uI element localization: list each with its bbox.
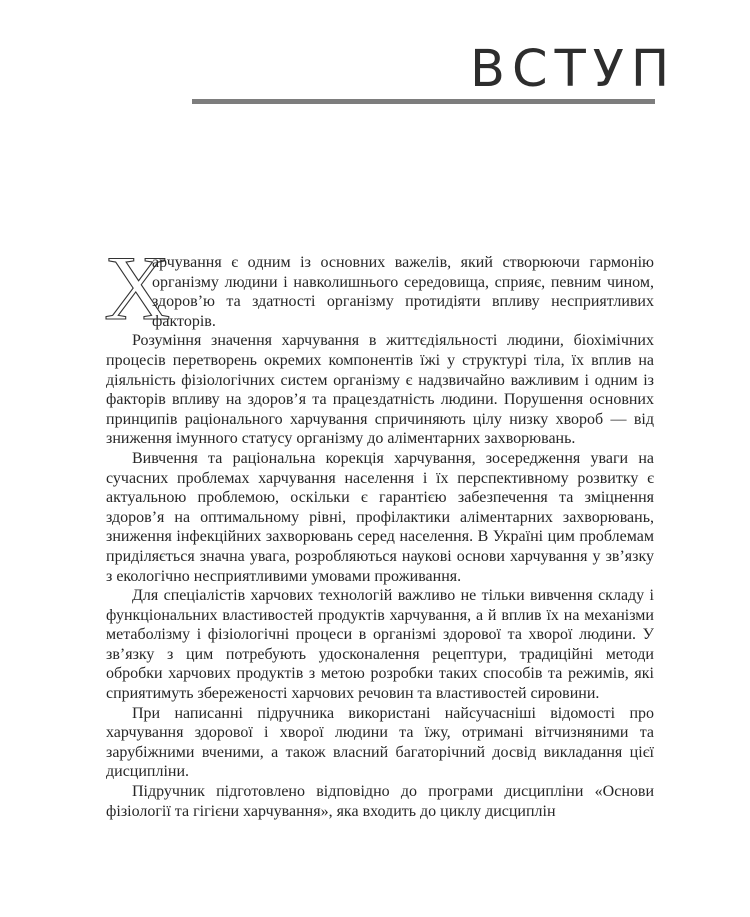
drop-cap: Х <box>104 237 171 339</box>
paragraph-5: При написанні підручника використані найсучасніші відомості про харчування здорової і хворої людини та їжу, отримані вітчизняними та зарубіжними вченими, а також власний багаторічний досвід викладання цієї дисципліни. <box>106 704 654 781</box>
title-rule <box>192 99 655 104</box>
body-text <box>104 237 654 913</box>
paragraph-1 <box>104 237 654 339</box>
page-title: ВСТУП <box>470 40 677 99</box>
paragraph-4: Для спеціалістів харчових технологій важливо не тільки вивчення складу і функціональних властивостей продуктів харчування, а й вплив їх на механізми метаболізму і фізіологічні процеси в організмі здорової та хворої людини. У зв’язку з цим потребують удосконалення рецептури, традиційні методи обробки харчових продуктів з метою розробки таких способів та режимів, які сприятимуть збереженості харчових речовин та властивостей сировини. <box>106 587 654 703</box>
paragraph-3: Вивчення та раціональна корекція харчування, зосередження уваги на сучасних проблемах харчування населення і їх перспективному розвитку є актуальною проблемою, оскільки є гарантією забезпечення та зміцнення здоров’я на оптимальному рівні, профілактики аліментарних захворювань, зниження інфекційних захворювань серед населення. В Україні цим проблемам приділяється значна увага, розробляються наукові основи харчування у зв’язку з екологічно несприятливими умовами проживання. <box>106 449 654 585</box>
paragraph-2: Розуміння значення харчування в життєдіяльності людини, біохімічних процесів перетворень окремих компонентів їжі у структурі тіла, їх вплив на діяльність фізіологічних систем організму є надзвичайно важливим і одним із факторів впливу на здоров’я та працездатність людини. Порушення основних принципів раціонального харчування спричиняють цілу низку хвороб — від зниження імунного статусу організму до аліментарних захворювань. <box>106 332 654 448</box>
paragraph-1-text: арчування є одним із основних важелів, який створюючи гармонію організму людини і навколишнього середовища, сприяє, певним чином, здоров’ю та здатності організму протидіяти впливу несприятливих факторів. <box>152 254 654 330</box>
paragraph-6: Підручник підготовлено відповідно до програми дисципліни «Основи фізіології та гігієни харчування», яка входить до циклу дисциплін <box>106 783 654 820</box>
